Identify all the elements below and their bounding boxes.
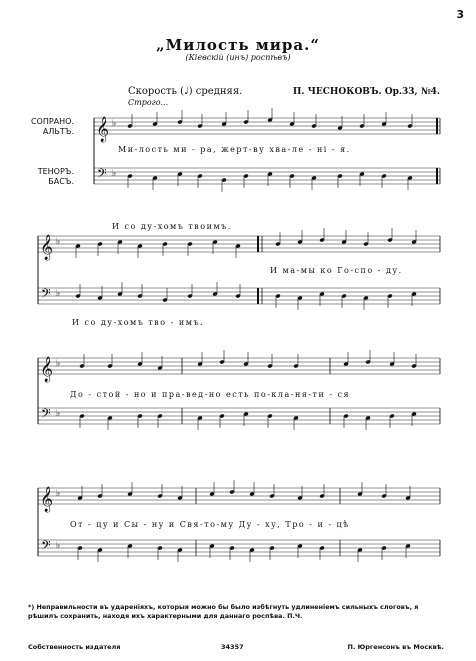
staff-s4-lower — [38, 540, 440, 556]
flat-s4-upper: ♭ — [56, 489, 61, 499]
staff-s1-lower — [94, 168, 440, 184]
bass-clef-s4: 𝄢 — [41, 538, 51, 556]
flat-s4-lower: ♭ — [56, 541, 61, 551]
composer-credit: П. ЧЕСНОКОВЪ. Op.33, №4. — [292, 87, 440, 97]
bass-clef-s2: 𝄢 — [41, 286, 51, 304]
treble-clef-s3: 𝄞 — [40, 357, 54, 382]
part-label-alto: АЛЬТЪ. — [42, 127, 74, 136]
staff-s3-lower — [38, 408, 440, 424]
lyrics-system-1: Ми-лость ми - ра, жерт-ву хва-ле - ні - я. — [118, 145, 351, 154]
footnote: *) Неправильности въ удареніяхъ, которыя можно бы было избѣгнуть удлиненіемъ сильныхъ слоговъ, я рѣшилъ сохранить, находя ихъ характерными для даннаго роспѣва. П.Ч. — [28, 603, 419, 620]
part-label-tenor: ТЕНОРЪ. — [37, 167, 74, 176]
flat-s1-lower: ♭ — [112, 169, 117, 179]
staff-s1-upper — [94, 118, 440, 134]
lyrics-system-3: До - стой - но и пра-вед-но есть по-кла-ня-ти - ся — [70, 390, 351, 399]
lyrics-system-4: От - цу и Сы - ну и Свя-то-му Ду - ху, Тро - и - цѣ — [70, 520, 350, 529]
part-label-soprano: СОПРАНО. — [30, 117, 74, 126]
flat-s3-lower: ♭ — [56, 409, 61, 419]
treble-clef-s4: 𝄞 — [40, 487, 54, 512]
tempo-marking: Скорость (♩) средняя. — [128, 86, 243, 97]
flat-s3-upper: ♭ — [56, 359, 61, 369]
piece-title: „Милость мира.“ — [156, 36, 320, 54]
staff-s3-upper — [38, 358, 440, 374]
piece-subtitle: (Кіевскій (инъ) роспѣвъ) — [185, 53, 291, 62]
page-number: 3 — [456, 8, 464, 21]
footer-publisher: П. Юргенсонъ въ Москвѣ. — [347, 643, 444, 651]
bass-clef-s1: 𝄢 — [97, 166, 107, 184]
bass-clef-s3: 𝄢 — [41, 406, 51, 424]
flat-s1-upper: ♭ — [112, 119, 117, 129]
expression-marking: Строго... — [128, 98, 169, 107]
lyrics-system-2-lower-left: И со ду-хомъ тво - имъ. — [72, 318, 205, 327]
footer-ownership: Собственность издателя — [28, 643, 121, 651]
lyrics-system-2-upper-left: И со ду-хомъ твоимъ. — [112, 222, 232, 231]
footer-plate-number: 34357 — [221, 643, 244, 651]
flat-s2-lower: ♭ — [56, 289, 61, 299]
part-label-bass: БАСЪ. — [48, 177, 74, 186]
lyrics-system-2-upper-right: И ма-мы ко Го-спо - ду. — [270, 266, 403, 275]
treble-clef-s2: 𝄞 — [40, 235, 54, 260]
flat-s2-upper: ♭ — [56, 237, 61, 247]
treble-clef-s1: 𝄞 — [96, 117, 110, 142]
